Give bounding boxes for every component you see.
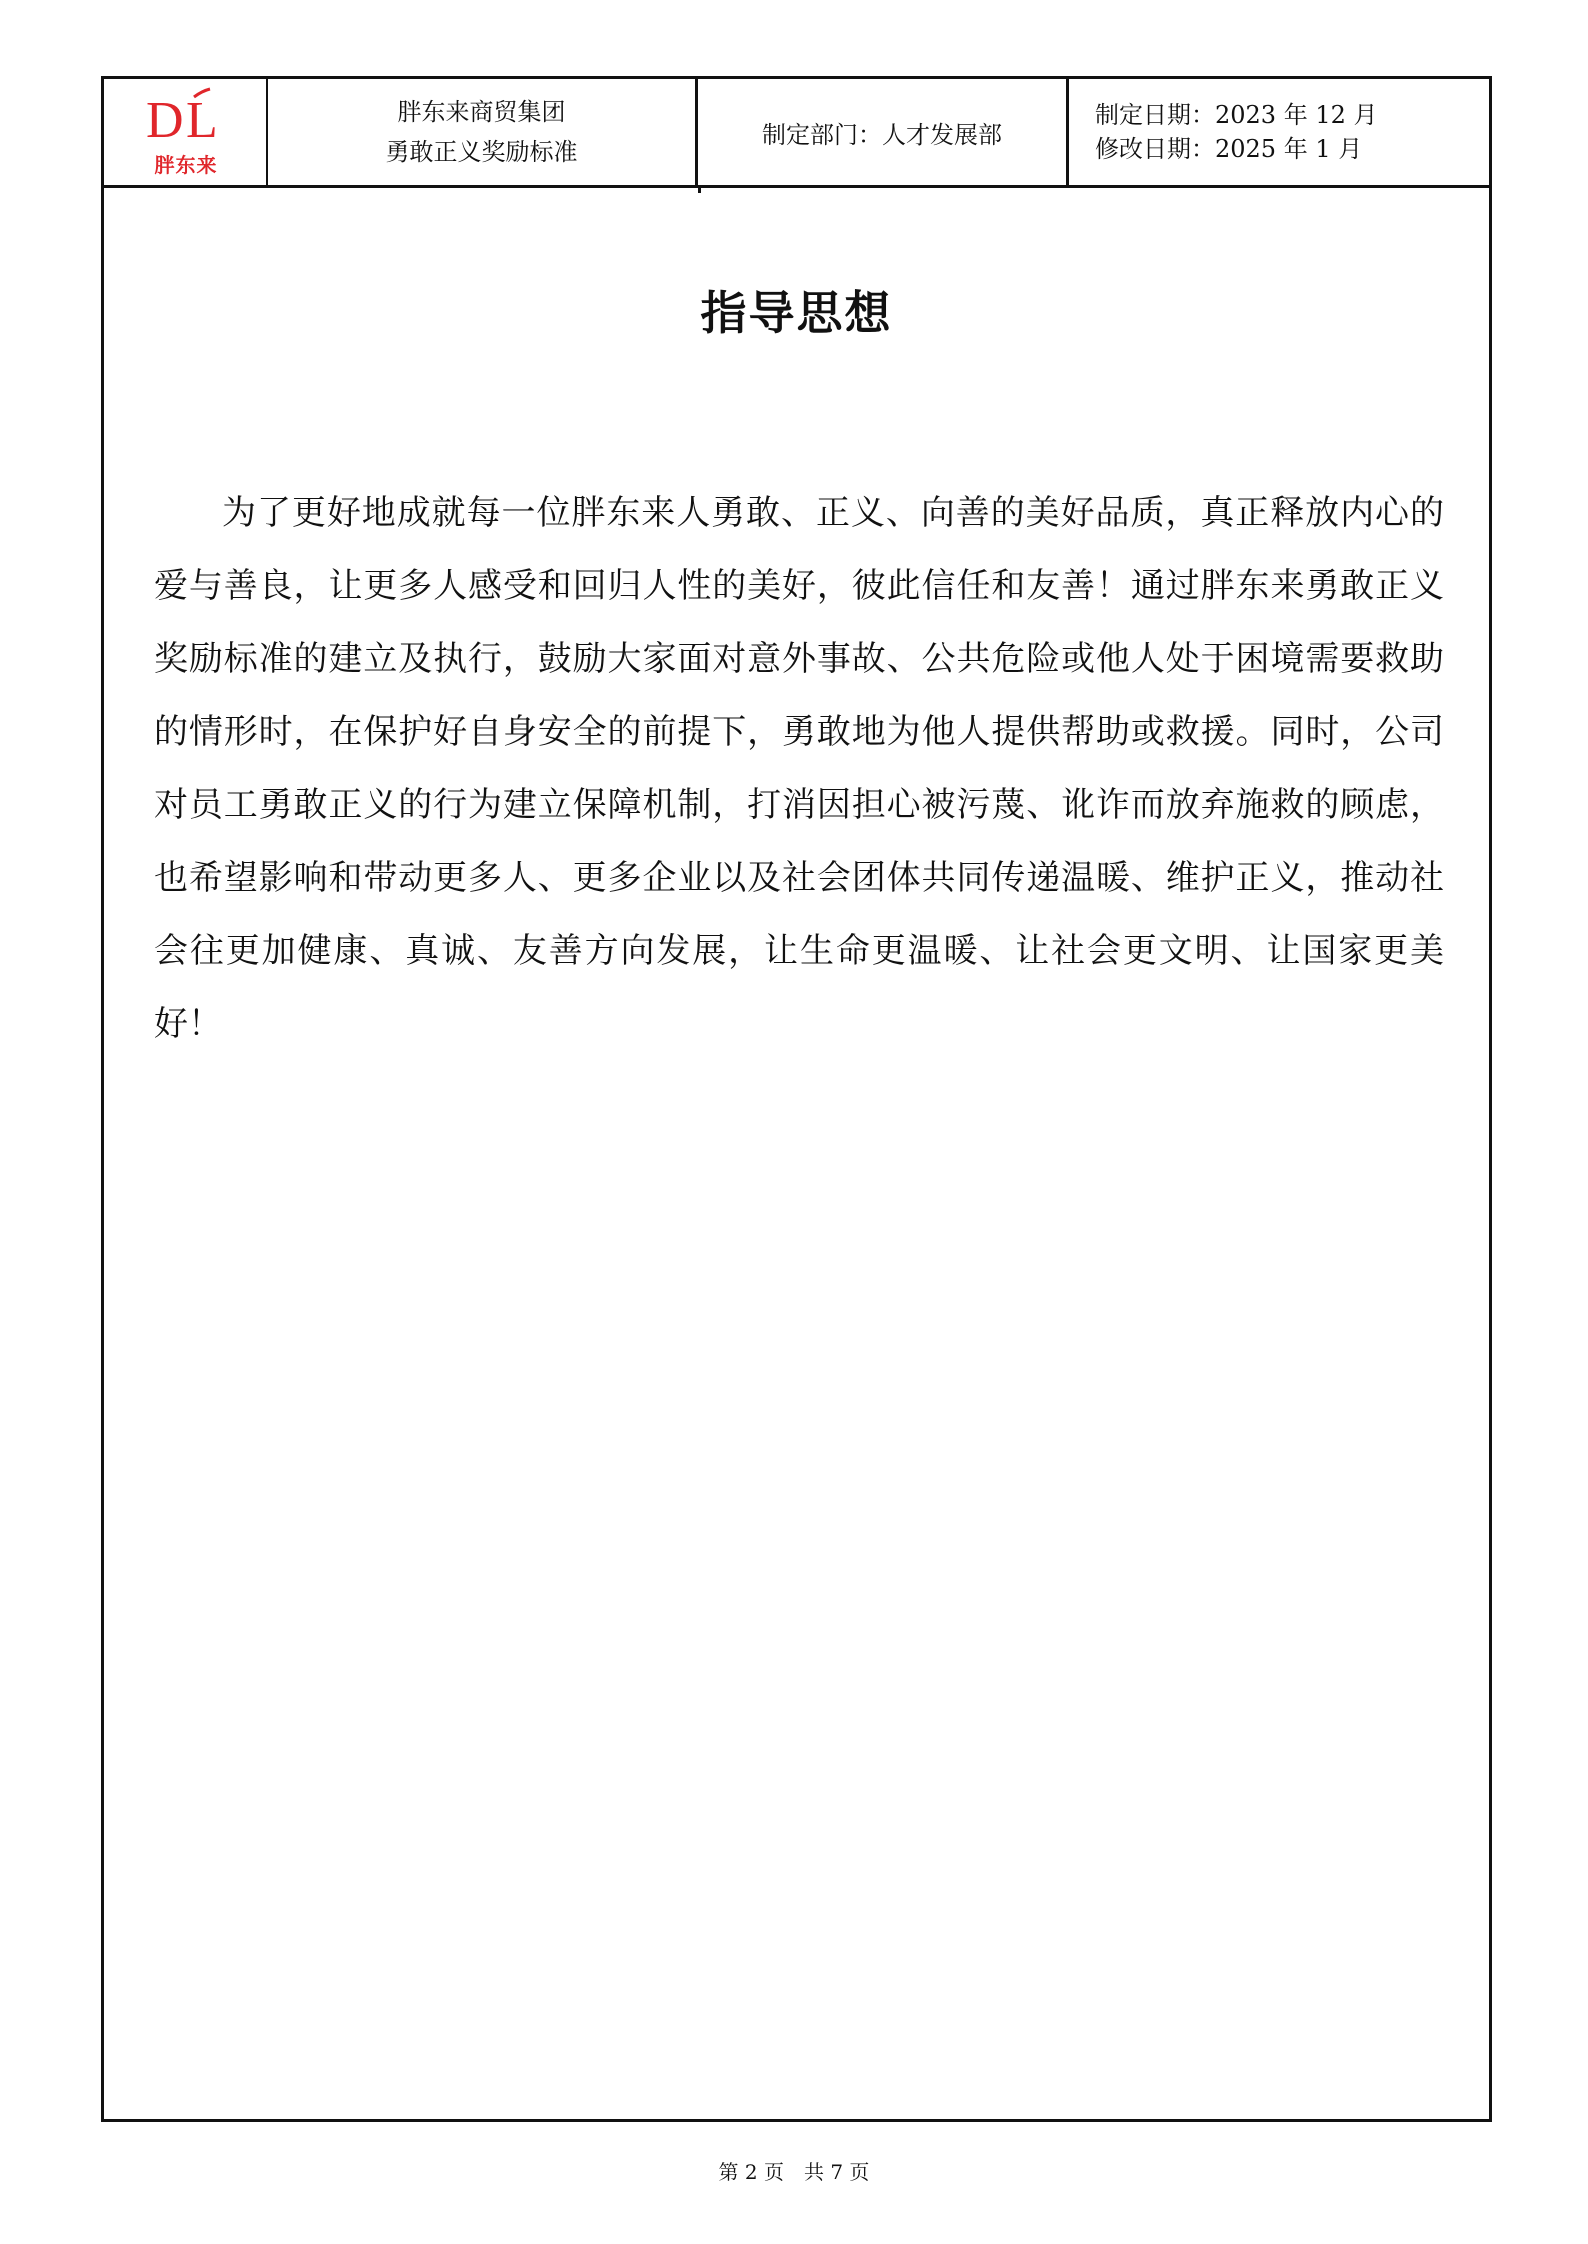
revised-date: 修改日期：2025 年 1 月: [1095, 135, 1363, 163]
document-frame: [101, 76, 1492, 2122]
group-name: 胖东来商贸集团: [397, 98, 566, 126]
divider-tick: [698, 185, 701, 193]
company-logo: [104, 79, 268, 185]
department-label: 制定部门：人才发展部: [762, 120, 1002, 149]
page-number: 第 2 页 共 7 页: [718, 2160, 870, 2184]
svg-text:D: D: [146, 92, 184, 147]
section-heading: 指导思想: [700, 286, 893, 340]
logo-cell: [104, 79, 268, 185]
guiding-principle-paragraph: 为了更好地成就每一位胖东来人勇敢、正义、向善的美好品质，真正释放内心的爱与善良，让更多人感受和回归人性的美好，彼此信任和友善！通过胖东来勇敢正义奖励标准的建立及执行，鼓励大家面对意外事故、公共危险或他人处于困境需要救助的情形时，在保护好自身安全的前提下，勇敢地为他人提供帮助或救援。同时，公司对员工勇敢正义的行为建立保障机制，打消因担心被污蔑、讹诈而放弃施救的顾虑，也希望影响和带动更多人、更多企业以及社会团体共同传递温暖、维护正义，推动社会往更加健康、真诚、友善方向发展，让生命更温暖、让社会更文明、让国家更美好！: [154, 493, 1444, 1044]
document-title-cell: [268, 79, 698, 185]
created-date: 制定日期：2023 年 12 月: [1095, 101, 1378, 129]
svg-text:L: L: [186, 92, 218, 147]
logo-company-name: 胖东来: [154, 153, 218, 177]
document-title: 勇敢正义奖励标准: [385, 138, 578, 166]
dates-cell: [1069, 79, 1489, 185]
department-cell: [698, 79, 1069, 185]
dl-logo-mark: [144, 87, 228, 147]
document-header: [104, 79, 1489, 188]
